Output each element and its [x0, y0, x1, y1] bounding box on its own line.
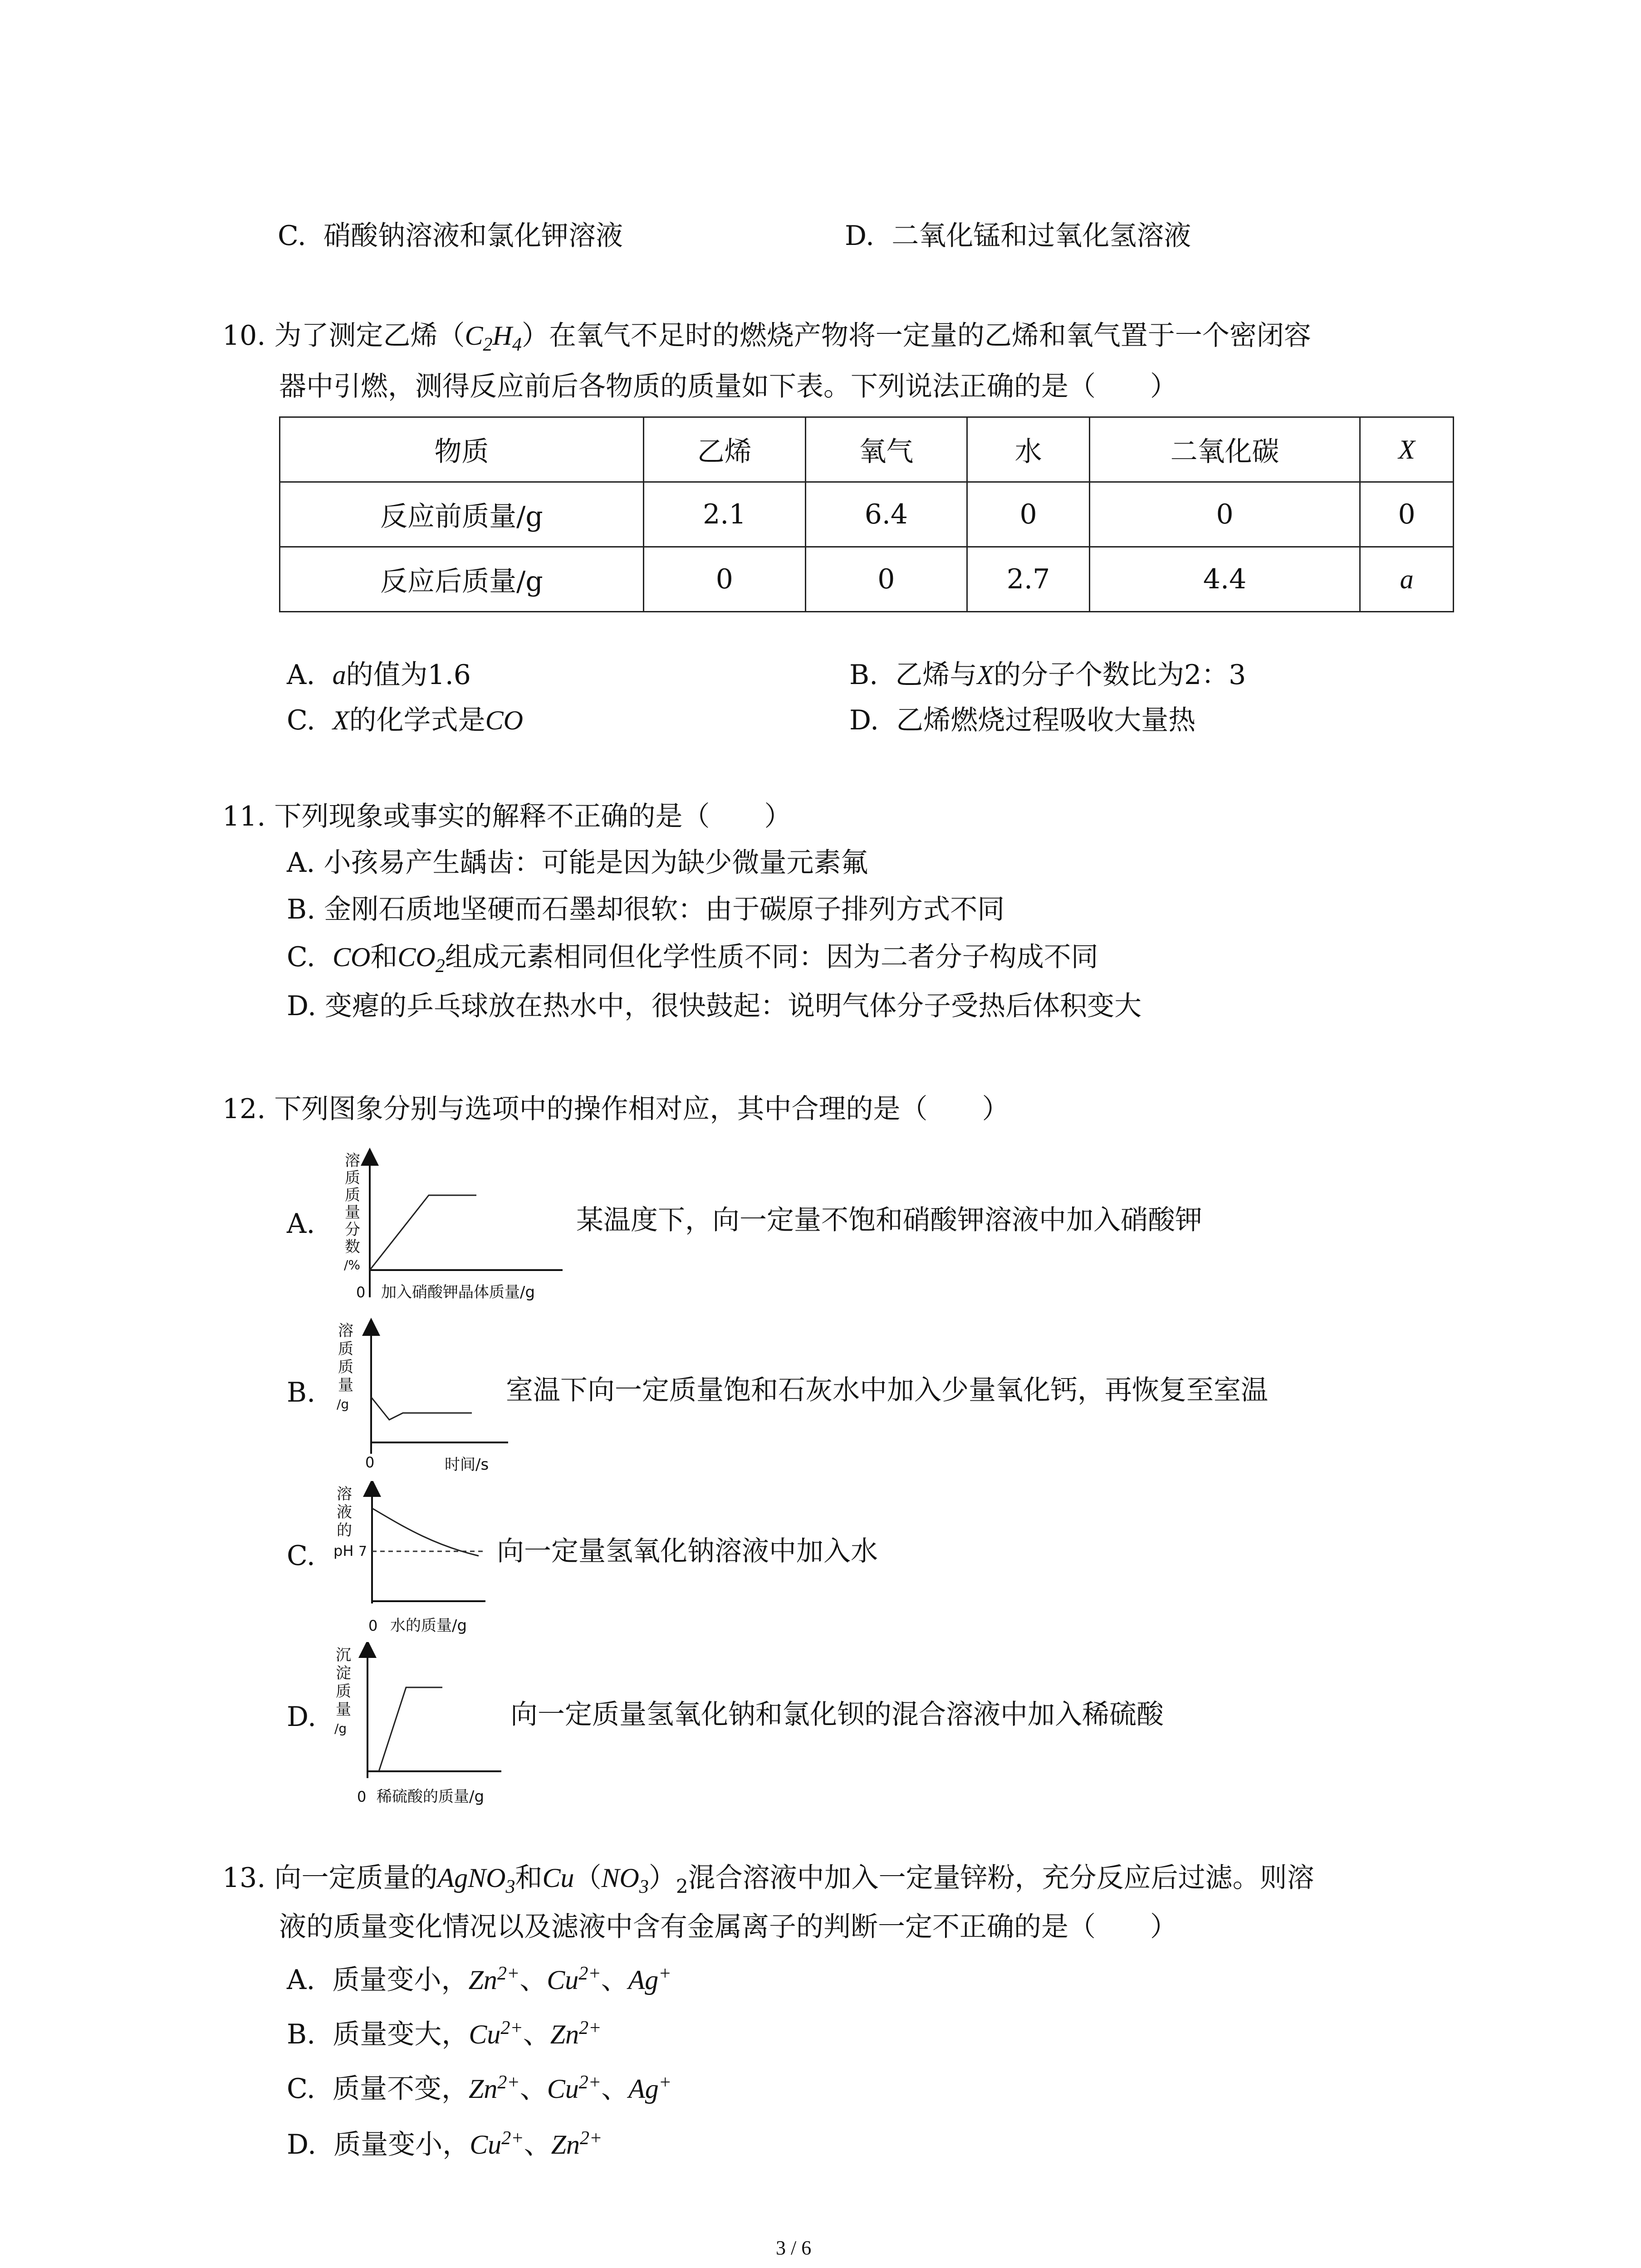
graph-c: [331, 1481, 495, 1646]
svg-text:溶: 溶: [337, 1485, 352, 1503]
svg-text:的: 的: [337, 1521, 352, 1540]
svg-text:质: 质: [336, 1682, 351, 1701]
q10-option-d: D. 乙烯燃烧过程吸收大量热: [849, 704, 1196, 736]
stem-text: 器中引燃，测得反应前后各物质的质量如下表。下列说法正确的是（ ）: [279, 371, 1177, 402]
table-header: 二氧化碳: [1089, 417, 1360, 482]
q11-stem: 11. 下列现象或事实的解释不正确的是（ ）: [222, 801, 792, 832]
option-label: C.: [278, 220, 306, 252]
svg-text:7: 7: [358, 1544, 367, 1559]
option-text: 二氧化锰和过氧化氢溶液: [892, 220, 1191, 252]
svg-text:0: 0: [368, 1617, 378, 1634]
q11-option-c: C. CO和$CO_2$组成元素相同但化学性质不同：因为二者分子构成不同: [287, 941, 1098, 977]
svg-text:0: 0: [365, 1454, 375, 1471]
q13-option-d: D. 质量变小，$Cu^{2+}$、$Zn^{2+}$: [287, 2128, 603, 2160]
svg-text:时间/s: 时间/s: [445, 1456, 489, 1474]
table-header: 水: [967, 417, 1090, 482]
svg-text:质: 质: [338, 1358, 353, 1376]
svg-text:/g: /g: [334, 1721, 347, 1736]
q10-option-a: A. a的值为1.6: [287, 659, 471, 691]
table-cell: 6.4: [805, 482, 967, 547]
q12-option-a-text: 某温度下，向一定量不饱和硝酸钾溶液中加入硝酸钾: [576, 1204, 1202, 1236]
table-cell: 反应前质量/g: [280, 482, 644, 547]
graph-b: [336, 1318, 526, 1492]
y-label-char: 质: [345, 1169, 360, 1187]
stem-text: ）在氧气不足时的燃烧产物将一定量的乙烯和氧气置于一个密闭容: [521, 320, 1311, 352]
q12-stem: 12. 下列图象分别与选项中的操作相对应，其中合理的是（ ）: [222, 1093, 1009, 1125]
table-header-row: [280, 417, 1454, 482]
q9-option-c: [278, 218, 623, 254]
q13-option-c: C. 质量不变，$Zn^{2+}$、$Cu^{2+}$、Ag+: [287, 2072, 672, 2105]
y-label-char: 量: [345, 1203, 360, 1222]
option-text: 硝酸钠溶液和氯化钾溶液: [323, 220, 623, 252]
svg-text:/g: /g: [337, 1397, 349, 1412]
svg-text:质: 质: [338, 1340, 353, 1358]
page-number: 3 / 6: [776, 2237, 812, 2259]
table-cell: 0: [805, 547, 967, 612]
svg-text:沉: 沉: [336, 1646, 351, 1664]
table-cell: 4.4: [1089, 547, 1360, 612]
table-header: 物质: [280, 417, 644, 482]
q12-option-d-text: 向一定质量氢氧化钠和氯化钡的混合溶液中加入稀硫酸: [510, 1699, 1164, 1730]
q13-stem-line1: 13. 向一定质量的AgNO$_3$和$Cu(NO_3)_2$混合溶液中加入一定量锌粉，充分反应后过滤。则溶: [222, 1862, 1314, 1897]
y-label-char: 质: [345, 1186, 360, 1204]
svg-text:稀硫酸的质量/g: 稀硫酸的质量/g: [377, 1788, 485, 1806]
table-cell: 2.1: [643, 482, 805, 547]
y-label-char: 分: [345, 1221, 360, 1239]
mass-table: [279, 416, 1454, 612]
q10-option-b: B. 乙烯与X的分子个数比为2：3: [849, 659, 1246, 691]
table-header: 氧气: [805, 417, 967, 482]
q12-option-d-label: D.: [287, 1701, 317, 1733]
q12-option-c-text: 向一定量氢氧化钠溶液中加入水: [497, 1535, 878, 1567]
y-label-char: 溶: [345, 1152, 360, 1170]
table-cell: 反应后质量/g: [280, 547, 644, 612]
q12-option-b-text: 室温下向一定质量饱和石灰水中加入少量氧化钙，再恢复至室温: [506, 1374, 1268, 1406]
q9-option-d: [845, 218, 1191, 254]
table-cell: a: [1360, 547, 1454, 612]
graph-a: [336, 1148, 572, 1322]
q12-option-b-label: B.: [287, 1377, 316, 1408]
table-row: [280, 482, 1454, 547]
q13-option-a: A. 质量变小，$Zn^{2+}$、$Cu^{2+}$、Ag+: [287, 1963, 671, 1996]
q10-stem-line2: [279, 368, 1177, 405]
q11-option-a: A. 小孩易产生龋齿：可能是因为缺少微量元素氟: [287, 847, 868, 879]
q13-option-b: B. 质量变大，$Cu^{2+}$、$Zn^{2+}$: [287, 2018, 602, 2050]
table-header: 乙烯: [643, 417, 805, 482]
table-cell: 0: [1360, 482, 1454, 547]
table-cell: 0: [643, 547, 805, 612]
table-row: [280, 547, 1454, 612]
svg-text:水的质量/g: 水的质量/g: [390, 1617, 467, 1635]
question-number: 10.: [222, 320, 266, 352]
table-cell: 0: [967, 482, 1090, 547]
svg-text:量: 量: [338, 1376, 353, 1394]
stem-text: 为了测定乙烯（: [274, 320, 465, 352]
q12-option-c-label: C.: [287, 1540, 315, 1572]
svg-text:量: 量: [336, 1701, 351, 1719]
x-axis-label: 加入硝酸钾晶体质量/g: [381, 1283, 535, 1301]
q10-option-c: C. X的化学式是CO: [287, 704, 524, 736]
y-label-char: 数: [345, 1238, 360, 1256]
q12-option-a-label: A.: [287, 1208, 315, 1240]
origin-label: 0: [356, 1284, 366, 1301]
option-label: D.: [845, 220, 875, 252]
formula-ethylene: $C_2H_4$: [465, 321, 522, 355]
svg-text:0: 0: [357, 1788, 367, 1805]
svg-text:淀: 淀: [336, 1664, 351, 1682]
q10-stem-line1: [222, 318, 1311, 354]
graph-d: [333, 1642, 515, 1814]
q11-option-d: D. 变瘪的乒乓球放在热水中，很快鼓起：说明气体分子受热后体积变大: [287, 990, 1142, 1022]
q11-option-b: B. 金刚石质地坚硬而石墨却很软：由于碳原子排列方式不同: [287, 894, 1005, 925]
svg-text:液: 液: [337, 1503, 352, 1521]
q13-stem-line2: 液的质量变化情况以及滤液中含有金属离子的判断一定不正确的是（ ）: [279, 1911, 1177, 1943]
svg-text:pH: pH: [333, 1542, 354, 1559]
table-cell: 2.7: [967, 547, 1090, 612]
y-label-unit: /%: [344, 1257, 361, 1272]
svg-text:溶: 溶: [338, 1322, 353, 1340]
table-header: X: [1360, 417, 1454, 482]
table-cell: 0: [1089, 482, 1360, 547]
